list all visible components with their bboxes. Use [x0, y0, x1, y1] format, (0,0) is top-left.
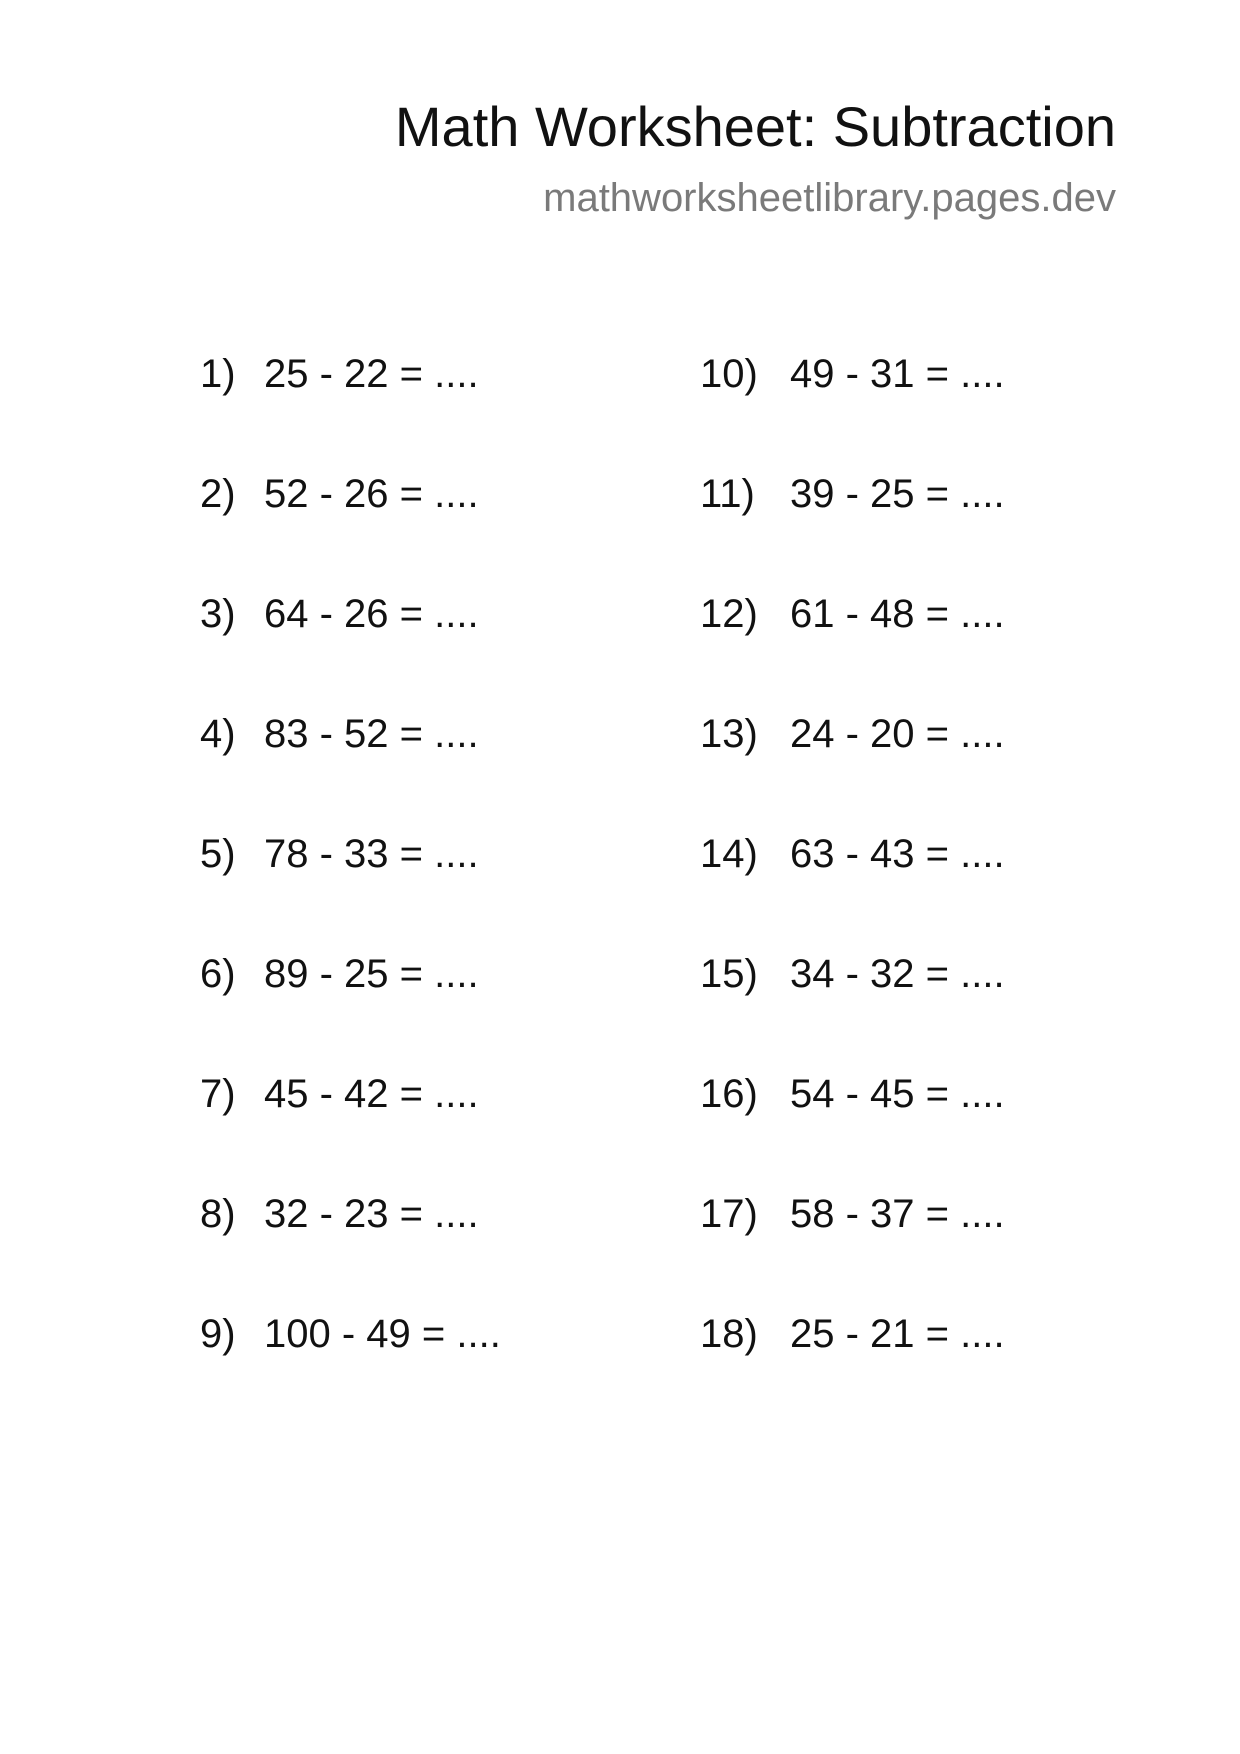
- problem-expression: 39 - 25 = ....: [790, 472, 1005, 516]
- problem-number: 10): [700, 352, 758, 396]
- problem-number: 8): [200, 1192, 236, 1236]
- problem-item: [700, 1312, 1005, 1432]
- problem-item: [700, 1072, 1005, 1192]
- problem-number: 9): [200, 1312, 236, 1356]
- problem-number: 7): [200, 1072, 236, 1116]
- problem-number: 5): [200, 832, 236, 876]
- problem-number: 2): [200, 472, 236, 516]
- problem-number: 1): [200, 352, 236, 396]
- problem-expression: 52 - 26 = ....: [264, 472, 479, 516]
- problem-number: 12): [700, 592, 758, 636]
- problem-item: [700, 832, 1005, 952]
- page-title: Math Worksheet: Subtraction: [394, 95, 1116, 158]
- problem-number: 16): [700, 1072, 758, 1116]
- source-url: mathworksheetlibrary.pages.dev: [543, 175, 1116, 220]
- problem-item: [200, 592, 501, 712]
- problem-item: [700, 352, 1005, 472]
- problem-item: [700, 472, 1005, 592]
- problem-number: 6): [200, 952, 236, 996]
- problem-expression: 100 - 49 = ....: [264, 1312, 501, 1356]
- problem-expression: 63 - 43 = ....: [790, 832, 1005, 876]
- problem-expression: 64 - 26 = ....: [264, 592, 479, 636]
- problem-expression: 45 - 42 = ....: [264, 1072, 479, 1116]
- problem-expression: 34 - 32 = ....: [790, 952, 1005, 996]
- problem-item: [200, 352, 501, 472]
- problem-expression: 89 - 25 = ....: [264, 952, 479, 996]
- problem-number: 11): [700, 472, 755, 516]
- problem-expression: 24 - 20 = ....: [790, 712, 1005, 756]
- problem-item: [200, 952, 501, 1072]
- problem-item: [200, 832, 501, 952]
- problem-column-left: [200, 352, 501, 1432]
- problem-item: [200, 1192, 501, 1312]
- problem-number: 13): [700, 712, 758, 756]
- problem-column-right: [700, 352, 1005, 1432]
- problem-item: [700, 1192, 1005, 1312]
- problem-expression: 61 - 48 = ....: [790, 592, 1005, 636]
- problem-item: [200, 472, 501, 592]
- problem-expression: 78 - 33 = ....: [264, 832, 479, 876]
- problem-expression: 25 - 22 = ....: [264, 352, 479, 396]
- problem-expression: 54 - 45 = ....: [790, 1072, 1005, 1116]
- problem-number: 14): [700, 832, 758, 876]
- problem-number: 4): [200, 712, 236, 756]
- problem-item: [700, 592, 1005, 712]
- problem-expression: 25 - 21 = ....: [790, 1312, 1005, 1356]
- problem-number: 3): [200, 592, 236, 636]
- problem-number: 17): [700, 1192, 758, 1236]
- problem-number: 18): [700, 1312, 758, 1356]
- problem-expression: 83 - 52 = ....: [264, 712, 479, 756]
- problem-item: [700, 952, 1005, 1072]
- problem-expression: 49 - 31 = ....: [790, 352, 1005, 396]
- problem-expression: 58 - 37 = ....: [790, 1192, 1005, 1236]
- problem-expression: 32 - 23 = ....: [264, 1192, 479, 1236]
- worksheet-header: [395, 96, 1116, 220]
- problem-item: [200, 1312, 501, 1432]
- problem-item: [200, 712, 501, 832]
- problem-number: 15): [700, 952, 758, 996]
- problem-item: [700, 712, 1005, 832]
- problem-item: [200, 1072, 501, 1192]
